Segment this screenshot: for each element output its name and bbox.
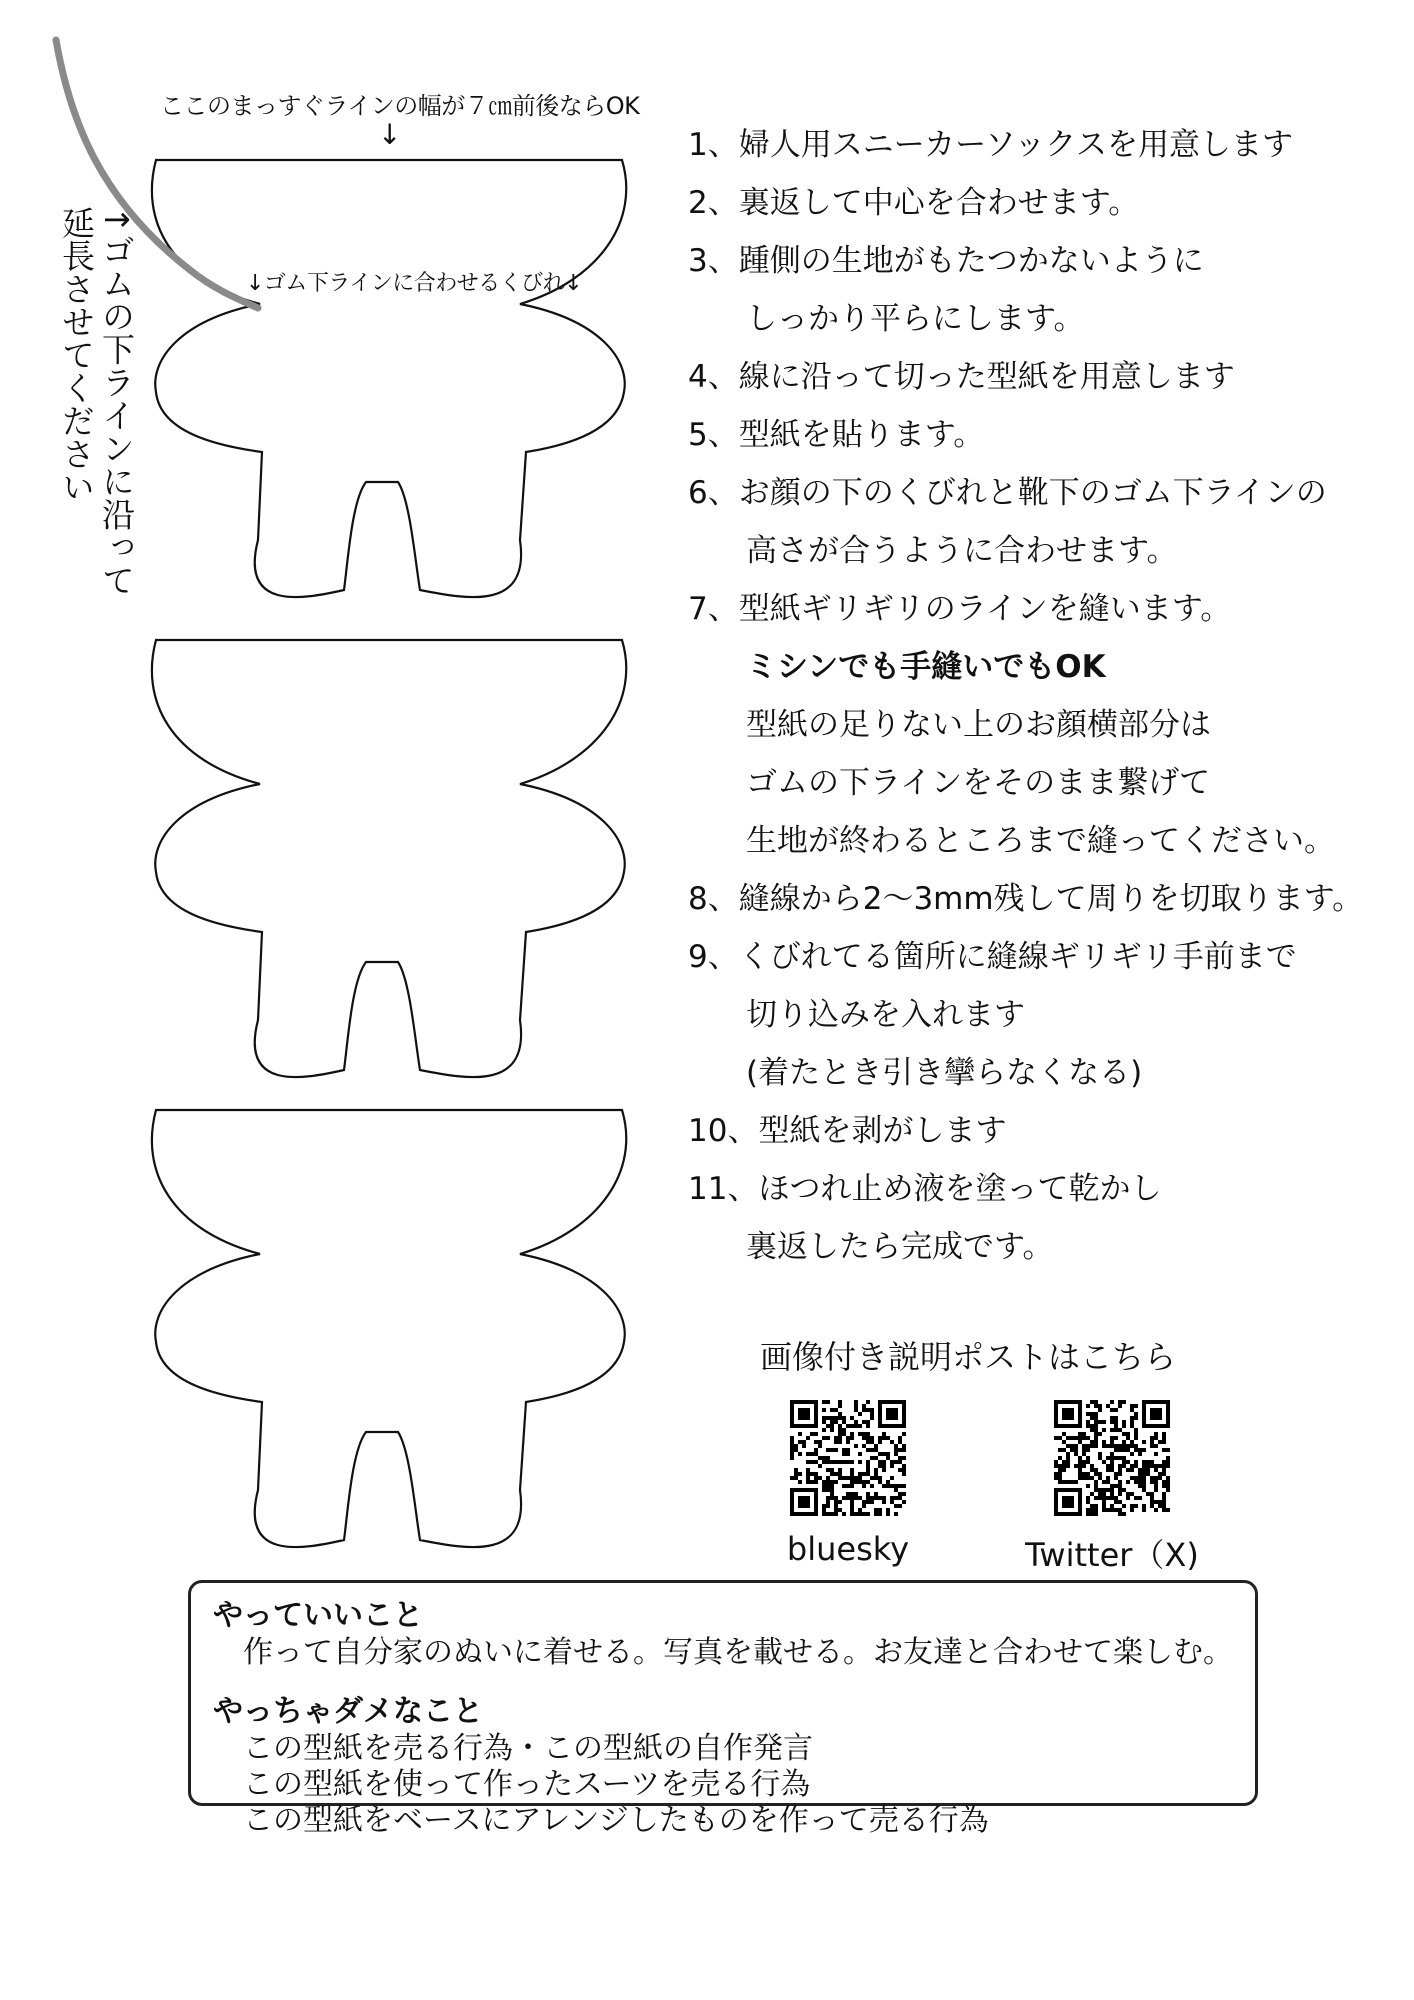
side-vertical-note (56, 206, 136, 597)
step-line: 3、踵側の生地がもたつかないように (688, 243, 1204, 279)
step-line: 11、ほつれ止め液を塗って乾かし (688, 1171, 1162, 1207)
step-line: 生地が終わるところまで縫ってください。 (746, 823, 1335, 859)
pattern-shape-3 (152, 1110, 626, 1547)
pattern-shape-2 (152, 640, 626, 1077)
step-line: 裏返したら完成です。 (746, 1229, 1054, 1265)
step-line: 切り込みを入れます (746, 997, 1025, 1033)
step-line: 6、お顔の下のくびれと靴下のゴム下ラインの (688, 475, 1327, 511)
step-line: 7、型紙ギリギリのラインを縫います。 (688, 591, 1232, 627)
qr-block-twitter[interactable] (1012, 1400, 1212, 1576)
waist-note: ↓ゴム下ラインに合わせるくびれ↓ (246, 271, 583, 296)
step-line: 型紙の足りない上のお顔横部分は (746, 707, 1211, 743)
step-line: 高さが合うように合わせます。 (746, 533, 1178, 569)
qr-label-bluesky: bluesky (786, 1530, 910, 1568)
step-line: (着たとき引き攣らなくなる) (746, 1055, 1143, 1091)
step-line: 2、裏返して中心を合わせます。 (688, 185, 1140, 221)
step-line: 8、縫線から2～3mm残して周りを切取ります。 (688, 881, 1364, 917)
qr-section-title: 画像付き説明ポストはこちら (760, 1338, 1177, 1376)
side-note-line-2: 延長させてください (57, 206, 96, 503)
step-line: 10、型紙を剥がします (688, 1113, 1007, 1149)
top-width-note: ここのまっすぐラインの幅が７㎝前後ならOK (160, 92, 640, 120)
allowed-item: 作って自分家のぬいに着せる。写真を載せる。お友達と合わせて楽しむ。 (243, 1635, 1233, 1670)
step-line-emphasis: ミシンでも手縫いでもOK (746, 649, 1106, 685)
forbidden-title: やっちゃダメなこと (213, 1694, 483, 1729)
step-line: 5、型紙を貼ります。 (688, 417, 985, 453)
pattern-shape-1 (152, 160, 626, 597)
qr-label-twitter: Twitter（X) (1025, 1536, 1199, 1574)
instruction-steps (688, 116, 1408, 1276)
qr-block-bluesky[interactable] (748, 1400, 948, 1568)
forbidden-item: この型紙を使って作ったスーツを売る行為 (243, 1767, 811, 1802)
step-line: 9、くびれてる箇所に縫線ギリギリ手前まで (688, 939, 1297, 975)
usage-rules-box (188, 1580, 1258, 1838)
forbidden-item: この型紙を売る行為・この型紙の自作発言 (243, 1731, 813, 1766)
allowed-title: やっていいこと (213, 1598, 423, 1633)
step-line: しっかり平らにします。 (746, 301, 1085, 337)
qr-code-icon[interactable] (1054, 1400, 1170, 1516)
arrow-down-icon: ↓ (378, 118, 402, 151)
qr-code-icon[interactable] (790, 1400, 906, 1516)
step-line: 1、婦人用スニーカーソックスを用意します (688, 127, 1294, 163)
side-note-line-1: ↑ゴムの下ラインに沿って (97, 206, 136, 597)
step-line: ゴムの下ラインをそのまま繋げて (746, 765, 1211, 801)
forbidden-item: この型紙をベースにアレンジしたものを作って売る行為 (243, 1803, 989, 1838)
step-line: 4、線に沿って切った型紙を用意します (688, 359, 1235, 395)
